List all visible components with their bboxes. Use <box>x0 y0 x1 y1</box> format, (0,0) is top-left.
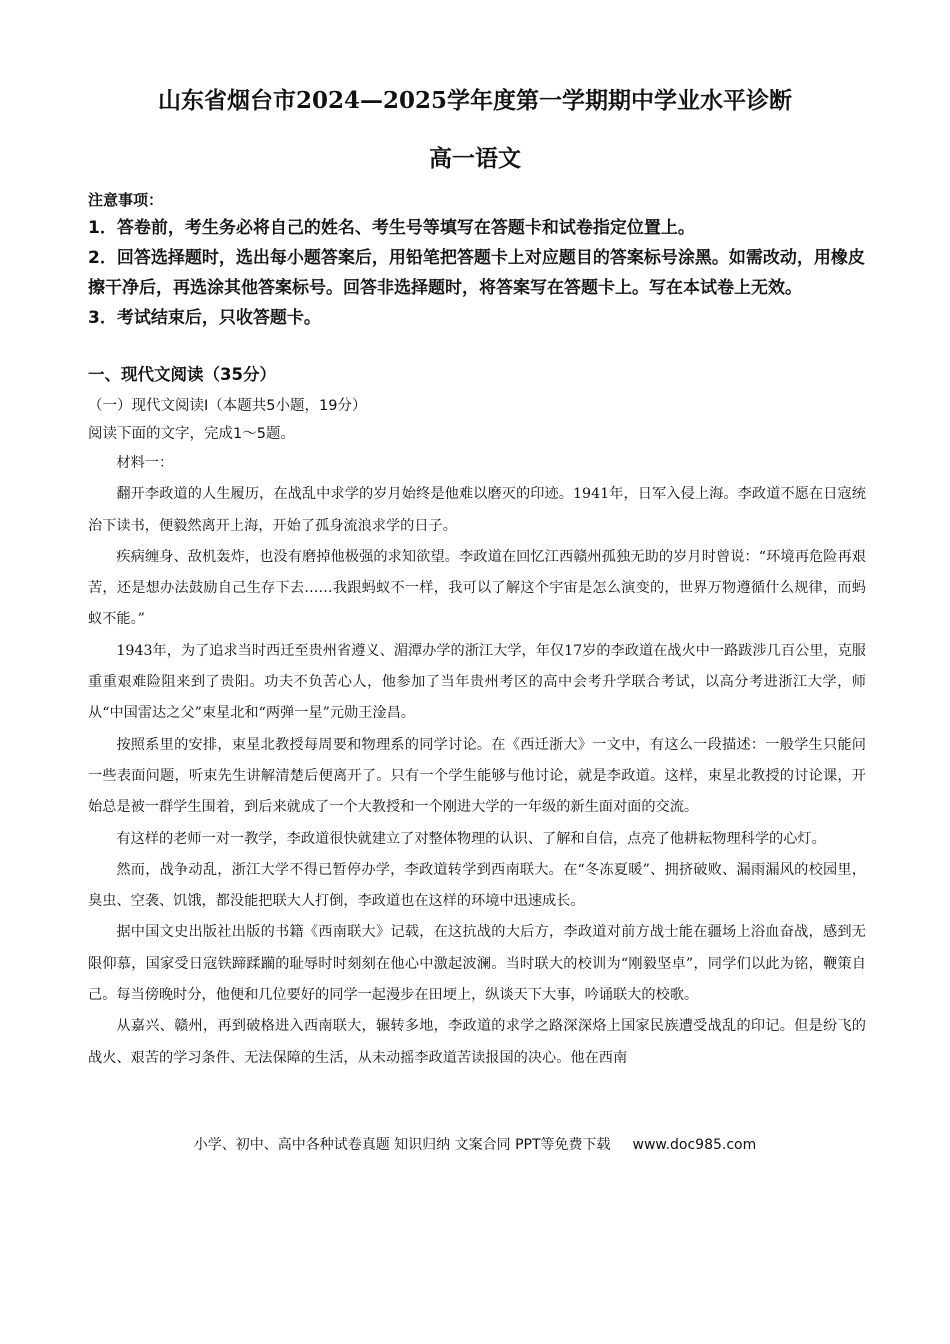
passage-paragraph: 翻开李政道的人生履历，在战乱中求学的岁月始终是他难以磨灭的印迹。1941年，日军入侵上海。李政道不愿在日寇统治下读书，便毅然离开上海，开始了孤身流浪求学的日子。 <box>88 486 866 534</box>
passage-paragraph: 1943年，为了追求当时西迁至贵州省遵义、湄潭办学的浙江大学，年仅17岁的李政道在战火中一路跋涉几百公里，克服重重艰难险阻来到了贵阳。功夫不负苦心人，他参加了当年贵州考区的高中会考升学联合考试，以高分考进浙江大学，师从“中国雷达之父”束星北和“两弹一星”元勋王淦昌。 <box>88 642 866 722</box>
footer-url[interactable]: www.doc985.com <box>632 1137 757 1153</box>
notice-item-1: 1．答卷前，考生务必将自己的姓名、考生号等填写在答题卡和试卷指定位置上。 <box>88 218 695 238</box>
passage <box>88 448 866 1074</box>
subject-title: 高一语文 <box>429 145 521 172</box>
notice-heading: 注意事项： <box>88 191 164 209</box>
sub-section-title: （一）现代文阅读Ⅰ（本题共5小题，19分） <box>88 398 367 414</box>
page-footer <box>0 1134 950 1154</box>
passage-paragraph: 按照系里的安排，束星北教授每周要和物理系的同学讨论。在《西迁浙大》一文中，有这么一段描述：一般学生只能问一些表面问题，听束先生讲解清楚后便离开了。只有一个学生能够与他讨论，就是李政道。这样，束星北教授的讨论课，开始总是被一群学生围着，到后来就成了一个大教授和一个刚进大学的一年级的新生面对面的交流。 <box>88 736 866 816</box>
notice-item-2: 2．回答选择题时，选出每小题答案后，用铅笔把答题卡上对应题目的答案标号涂黑。如需改动，用橡皮擦干净后，再选涂其他答案标号。回答非选择题时，将答案写在答题卡上。写在本试卷上无效。 <box>88 248 865 298</box>
reading-section <box>88 362 866 1074</box>
passage-paragraph: 有这样的老师一对一教学，李政道很快就建立了对整体物理的认识、了解和自信，点亮了他耕耘物理科学的心灯。 <box>116 830 826 847</box>
passage-paragraph: 然而，战争动乱，浙江大学不得已暂停办学，李政道转学到西南联大。在“冬冻夏暖”、拥挤破败、漏雨漏风的校园里，臭虫、空袭、饥饿，都没能把联大人打倒，李政道也在这样的环境中迅速成长。 <box>88 861 866 910</box>
notice-section <box>88 187 866 333</box>
passage-paragraph: 从嘉兴、赣州，再到破格进入西南联大，辗转多地，李政道的求学之路深深烙上国家民族遭受战乱的印记。但是纷飞的战火、艰苦的学习条件、无法保障的生活，从未动摇李政道苦读报国的决心。他在西南 <box>88 1018 866 1066</box>
reading-instruction: 阅读下面的文字，完成1～5题。 <box>88 426 295 442</box>
section-title: 一、现代文阅读（35分） <box>88 365 276 384</box>
exam-title: 山东省烟台市2024—2025学年度第一学期期中学业水平诊断 <box>157 87 793 114</box>
footer-text: 小学、初中、高中各种试卷真题 知识归纳 文案合同 PPT等免费下载 <box>193 1137 611 1153</box>
passage-paragraph: 疾病缠身、敌机轰炸，也没有磨掉他极强的求知欲望。李政道在回忆江西赣州孤独无助的岁月时曾说：“环境再危险再艰苦，还是想办法鼓励自己生存下去……我跟蚂蚁不一样，我可以了解这个宇宙是怎么演变的，世界万物遵循什么规律，而蚂蚁不能。” <box>88 548 866 628</box>
material-label: 材料一： <box>116 455 174 471</box>
notice-item-3: 3．考试结束后，只收答题卡。 <box>88 308 321 328</box>
passage-paragraph: 据中国文史出版社出版的书籍《西南联大》记载，在这抗战的大后方，李政道对前方战士能在疆场上浴血奋战，感到无限仰慕，国家受日寇铁蹄蹂躏的耻辱时时刻刻在他心中激起波澜。当时联大的校训为“刚毅坚卓”，同学们以此为铭，鞭策自己。每当傍晚时分，他便和几位要好的同学一起漫步在田埂上，纵谈天下大事，吟诵联大的校歌。 <box>88 924 866 1004</box>
